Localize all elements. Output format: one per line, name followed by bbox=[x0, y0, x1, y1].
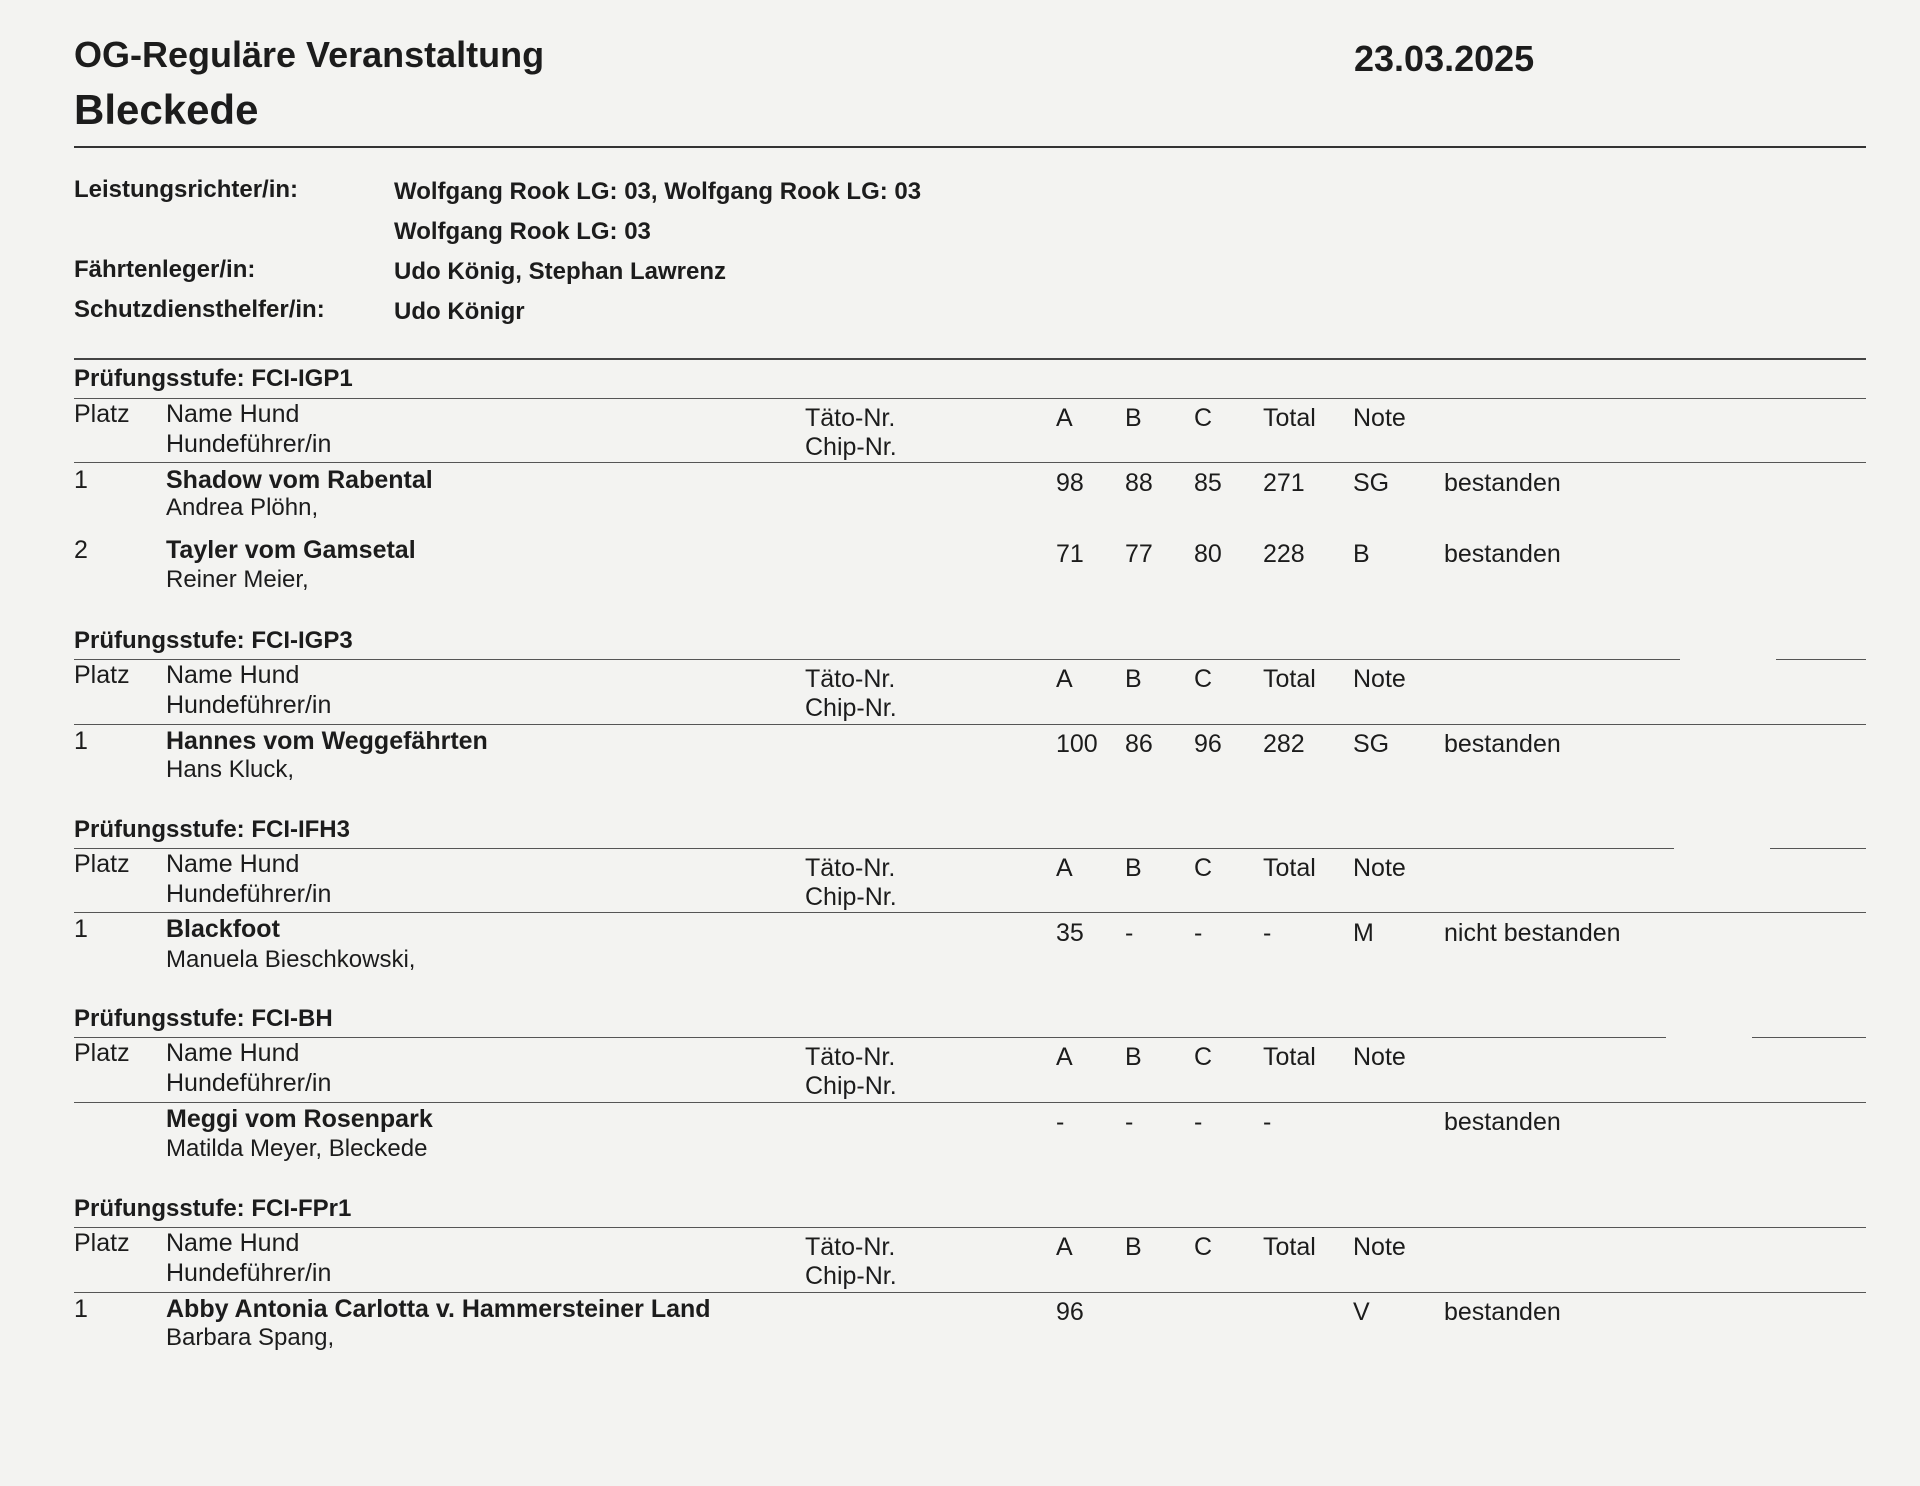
col-handler: Hundeführer/in bbox=[166, 691, 332, 719]
col-note: Note bbox=[1353, 404, 1406, 432]
row-place: 1 bbox=[74, 1295, 88, 1323]
row-score-c: 80 bbox=[1194, 540, 1222, 568]
section-title: Prüfungsstufe: FCI-IGP3 bbox=[74, 627, 353, 654]
col-chip: Chip-Nr. bbox=[805, 1072, 897, 1100]
col-handler: Hundeführer/in bbox=[166, 1069, 332, 1097]
row-result: bestanden bbox=[1444, 469, 1561, 497]
section-divider-tail bbox=[1752, 1037, 1866, 1038]
col-b: B bbox=[1125, 1043, 1142, 1071]
col-tattoo: Täto-Nr. bbox=[805, 665, 896, 693]
col-place: Platz bbox=[74, 850, 130, 878]
col-handler: Hundeführer/in bbox=[166, 430, 332, 458]
row-note: V bbox=[1353, 1298, 1370, 1326]
row-dog-name: Shadow vom Rabental bbox=[166, 466, 433, 494]
col-place: Platz bbox=[74, 1039, 130, 1067]
col-c: C bbox=[1194, 665, 1213, 693]
row-handler: Andrea Plöhn, bbox=[166, 494, 319, 521]
header-row-divider bbox=[74, 1102, 1866, 1103]
header-row-divider bbox=[74, 462, 1866, 463]
col-place: Platz bbox=[74, 400, 130, 428]
col-tattoo: Täto-Nr. bbox=[805, 1043, 896, 1071]
row-place: 1 bbox=[74, 915, 88, 943]
row-score-c: - bbox=[1194, 919, 1203, 947]
col-place: Platz bbox=[74, 661, 130, 689]
col-a: A bbox=[1056, 854, 1073, 882]
row-total: 228 bbox=[1263, 540, 1305, 568]
col-note: Note bbox=[1353, 1043, 1406, 1071]
col-b: B bbox=[1125, 1233, 1142, 1261]
row-dog-name: Blackfoot bbox=[166, 915, 280, 943]
row-result: bestanden bbox=[1444, 1298, 1561, 1326]
header-row-divider bbox=[74, 724, 1866, 725]
row-score-a: 96 bbox=[1056, 1298, 1084, 1326]
row-score-a: 98 bbox=[1056, 469, 1084, 497]
col-total: Total bbox=[1263, 854, 1316, 882]
row-score-c: 96 bbox=[1194, 730, 1222, 758]
section-title: Prüfungsstufe: FCI-IFH3 bbox=[74, 816, 350, 843]
row-score-b: 86 bbox=[1125, 730, 1153, 758]
row-score-c: 85 bbox=[1194, 469, 1222, 497]
row-score-a: 35 bbox=[1056, 919, 1084, 947]
meta-divider bbox=[74, 358, 1866, 360]
judges-line2: Wolfgang Rook LG: 03 bbox=[394, 218, 651, 245]
row-score-b: - bbox=[1125, 1108, 1134, 1136]
row-score-a: 100 bbox=[1056, 730, 1098, 758]
row-dog-name: Meggi vom Rosenpark bbox=[166, 1105, 433, 1133]
header-divider bbox=[74, 146, 1866, 148]
col-a: A bbox=[1056, 404, 1073, 432]
col-a: A bbox=[1056, 665, 1073, 693]
row-handler: Hans Kluck, bbox=[166, 756, 295, 783]
col-dog-name: Name Hund bbox=[166, 400, 300, 428]
col-note: Note bbox=[1353, 1233, 1406, 1261]
header-row-divider bbox=[74, 1292, 1866, 1293]
col-note: Note bbox=[1353, 665, 1406, 693]
col-a: A bbox=[1056, 1233, 1073, 1261]
section-divider bbox=[74, 398, 1866, 399]
col-chip: Chip-Nr. bbox=[805, 694, 897, 722]
col-tattoo: Täto-Nr. bbox=[805, 404, 896, 432]
section-divider bbox=[74, 659, 1680, 660]
row-place: 1 bbox=[74, 466, 88, 494]
row-score-a: 71 bbox=[1056, 540, 1084, 568]
judges-line1: Wolfgang Rook LG: 03, Wolfgang Rook LG: 03 bbox=[394, 178, 922, 205]
row-result: bestanden bbox=[1444, 730, 1561, 758]
col-chip: Chip-Nr. bbox=[805, 1262, 897, 1290]
event-date: 23.03.2025 bbox=[1354, 38, 1535, 79]
col-dog-name: Name Hund bbox=[166, 1229, 300, 1257]
col-total: Total bbox=[1263, 404, 1316, 432]
col-b: B bbox=[1125, 854, 1142, 882]
col-handler: Hundeführer/in bbox=[166, 1259, 332, 1287]
row-handler: Reiner Meier, bbox=[166, 566, 309, 593]
helpers-label: Schutzdiensthelfer/in: bbox=[74, 296, 325, 323]
col-dog-name: Name Hund bbox=[166, 1039, 300, 1067]
row-handler: Manuela Bieschkowski, bbox=[166, 946, 416, 973]
row-note: SG bbox=[1353, 730, 1390, 758]
tracklayers-value: Udo König, Stephan Lawrenz bbox=[394, 258, 727, 285]
row-result: bestanden bbox=[1444, 540, 1561, 568]
col-c: C bbox=[1194, 1233, 1213, 1261]
row-note: SG bbox=[1353, 469, 1390, 497]
row-note: M bbox=[1353, 919, 1374, 947]
section-title: Prüfungsstufe: FCI-BH bbox=[74, 1005, 333, 1032]
header-row-divider bbox=[74, 912, 1866, 913]
row-dog-name: Abby Antonia Carlotta v. Hammersteiner Land bbox=[166, 1295, 711, 1323]
col-c: C bbox=[1194, 854, 1213, 882]
col-total: Total bbox=[1263, 1233, 1316, 1261]
row-result: nicht bestanden bbox=[1444, 919, 1621, 947]
row-dog-name: Tayler vom Gamsetal bbox=[166, 536, 416, 564]
col-tattoo: Täto-Nr. bbox=[805, 854, 896, 882]
row-handler: Matilda Meyer, Bleckede bbox=[166, 1135, 428, 1162]
event-title: OG-Reguläre Veranstaltung bbox=[74, 34, 545, 75]
section-title: Prüfungsstufe: FCI-FPr1 bbox=[74, 1195, 352, 1222]
row-place: 1 bbox=[74, 727, 88, 755]
row-result: bestanden bbox=[1444, 1108, 1561, 1136]
col-chip: Chip-Nr. bbox=[805, 883, 897, 911]
section-divider bbox=[74, 1227, 1866, 1228]
event-location: Bleckede bbox=[74, 86, 259, 133]
row-total: 282 bbox=[1263, 730, 1305, 758]
judges-label: Leistungsrichter/in: bbox=[74, 176, 299, 203]
col-note: Note bbox=[1353, 854, 1406, 882]
col-c: C bbox=[1194, 404, 1213, 432]
section-divider bbox=[74, 848, 1674, 849]
col-c: C bbox=[1194, 1043, 1213, 1071]
row-score-b: - bbox=[1125, 919, 1134, 947]
col-chip: Chip-Nr. bbox=[805, 433, 897, 461]
col-dog-name: Name Hund bbox=[166, 850, 300, 878]
row-note: B bbox=[1353, 540, 1370, 568]
col-handler: Hundeführer/in bbox=[166, 880, 332, 908]
tracklayers-label: Fährtenleger/in: bbox=[74, 256, 256, 283]
row-total: - bbox=[1263, 919, 1272, 947]
row-score-b: 77 bbox=[1125, 540, 1153, 568]
section-divider bbox=[74, 1037, 1666, 1038]
col-b: B bbox=[1125, 404, 1142, 432]
helpers-value: Udo Königr bbox=[394, 298, 525, 325]
row-place: 2 bbox=[74, 536, 88, 564]
col-a: A bbox=[1056, 1043, 1073, 1071]
row-score-a: - bbox=[1056, 1108, 1065, 1136]
row-dog-name: Hannes vom Weggefährten bbox=[166, 727, 488, 755]
col-place: Platz bbox=[74, 1229, 130, 1257]
row-total: 271 bbox=[1263, 469, 1305, 497]
col-total: Total bbox=[1263, 1043, 1316, 1071]
section-divider-tail bbox=[1770, 848, 1866, 849]
row-handler: Barbara Spang, bbox=[166, 1324, 335, 1351]
col-dog-name: Name Hund bbox=[166, 661, 300, 689]
row-score-c: - bbox=[1194, 1108, 1203, 1136]
row-score-b: 88 bbox=[1125, 469, 1153, 497]
row-total: - bbox=[1263, 1108, 1272, 1136]
col-tattoo: Täto-Nr. bbox=[805, 1233, 896, 1261]
col-total: Total bbox=[1263, 665, 1316, 693]
section-title: Prüfungsstufe: FCI-IGP1 bbox=[74, 365, 353, 392]
col-b: B bbox=[1125, 665, 1142, 693]
section-divider-tail bbox=[1776, 659, 1866, 660]
